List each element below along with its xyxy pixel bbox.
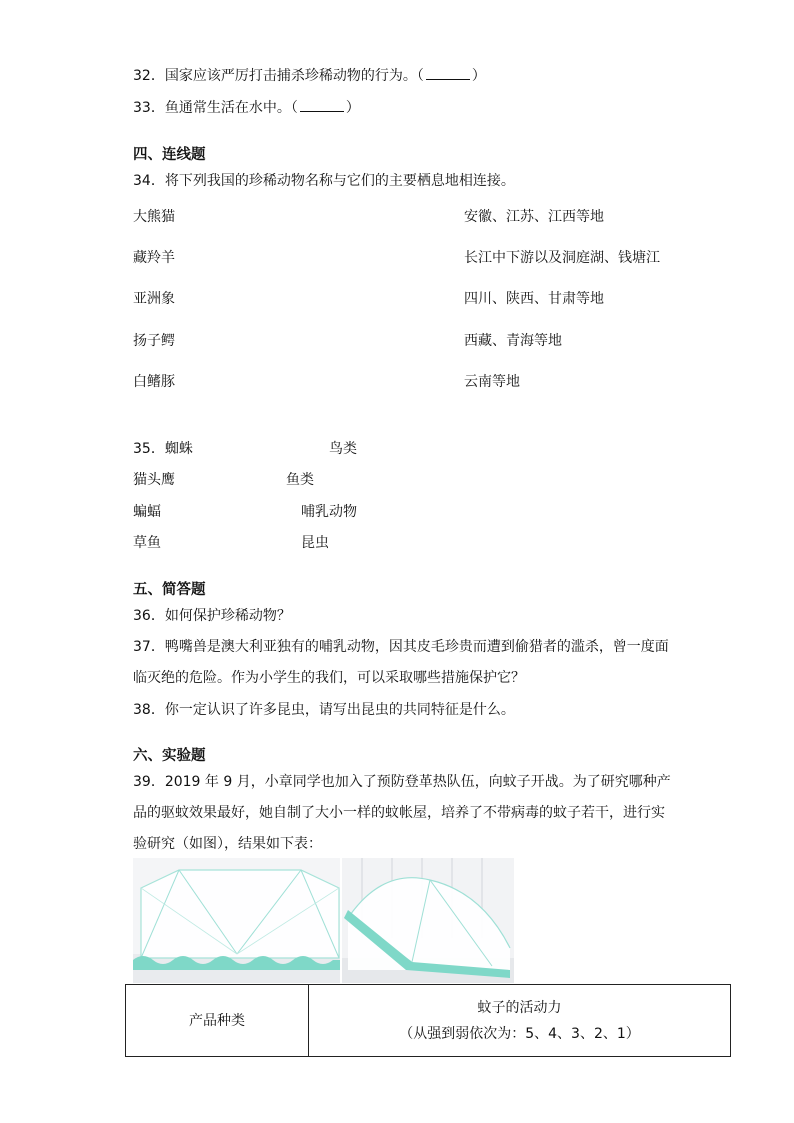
mosquito-net-illustration-1 xyxy=(133,858,340,983)
header-activity-title: 蚊子的活动力 xyxy=(477,999,562,1016)
question-32-close: ） xyxy=(471,68,486,84)
question-39-line-3: 验研究（如图），结果如下表： xyxy=(133,836,322,852)
question-37-line-2: 临灭绝的危险。作为小学生的我们，可以采取哪些措施保护它？ xyxy=(133,670,525,686)
q35-left-item: 蝙蝠 xyxy=(133,504,161,520)
results-table xyxy=(125,984,731,1057)
question-36: 36．如何保护珍稀动物？ xyxy=(133,608,291,624)
question-32 xyxy=(133,67,486,85)
habitat-item: 长江中下游以及洞庭湖、钱塘江 xyxy=(464,250,660,266)
q35-left-item: 蜘蛛 xyxy=(164,441,193,457)
question-38: 38．你一定认识了许多昆虫，请写出昆虫的共同特征是什么。 xyxy=(133,702,515,718)
question-33-text: 33．鱼通常生活在水中。（ xyxy=(133,100,298,116)
header-mosquito-activity xyxy=(309,985,731,1057)
q35-right-item: 鱼类 xyxy=(286,472,314,488)
habitat-item: 西藏、青海等地 xyxy=(464,333,562,349)
answer-blank-32[interactable] xyxy=(426,67,470,80)
animal-item: 白鳍豚 xyxy=(133,374,175,390)
question-35-number: 35． xyxy=(133,441,165,457)
question-35-left-1 xyxy=(133,440,193,458)
q35-right-item: 昆虫 xyxy=(301,535,329,551)
mosquito-net-illustration-2 xyxy=(342,858,514,983)
q35-left-item: 草鱼 xyxy=(133,535,161,551)
animal-item: 亚洲象 xyxy=(133,291,175,307)
table-header-row xyxy=(126,985,731,1057)
q35-left-item: 猫头鹰 xyxy=(133,472,175,488)
habitat-item: 安徽、江苏、江西等地 xyxy=(464,209,604,225)
question-37-line-1: 37．鸭嘴兽是澳大利亚独有的哺乳动物，因其皮毛珍贵而遭到偷猎者的滥杀，曾一度面 xyxy=(133,639,669,655)
header-product-type: 产品种类 xyxy=(126,985,309,1057)
answer-blank-33[interactable] xyxy=(300,99,344,112)
question-32-text: 32．国家应该严厉打击捕杀珍稀动物的行为。（ xyxy=(133,68,424,84)
animal-item: 藏羚羊 xyxy=(133,250,175,266)
habitat-item: 四川、陕西、甘肃等地 xyxy=(464,291,604,307)
q35-right-item: 鸟类 xyxy=(329,441,357,457)
q35-right-item: 哺乳动物 xyxy=(301,504,357,520)
question-39-line-1: 39．2019 年 9 月，小章同学也加入了预防登革热队伍，向蚊子开战。为了研究哪种产 xyxy=(133,774,671,790)
question-33-close: ） xyxy=(345,100,360,116)
question-34: 34．将下列我国的珍稀动物名称与它们的主要栖息地相连接。 xyxy=(133,173,515,189)
question-39-line-2: 品的驱蚊效果最好，她自制了大小一样的蚊帐屋，培养了不带病毒的蚊子若干，进行实 xyxy=(133,805,665,821)
mosquito-net-photo-2 xyxy=(342,858,514,983)
section-6-heading: 六、实验题 xyxy=(133,748,206,764)
animal-item: 大熊猫 xyxy=(133,209,175,225)
mosquito-net-photo-1 xyxy=(133,858,340,983)
section-4-heading: 四、连线题 xyxy=(133,147,206,163)
habitat-item: 云南等地 xyxy=(464,374,520,390)
question-33 xyxy=(133,99,360,117)
animal-item: 扬子鳄 xyxy=(133,333,175,349)
section-5-heading: 五、简答题 xyxy=(133,582,206,598)
header-activity-scale: （从强到弱依次为：5、4、3、2、1） xyxy=(399,1025,640,1042)
